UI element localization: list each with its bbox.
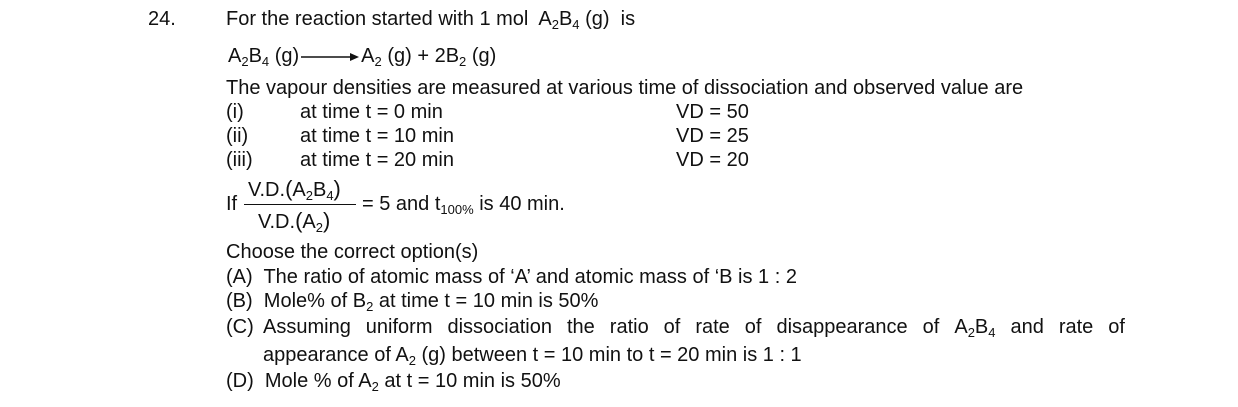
intro-sub-b: 4 — [572, 17, 580, 32]
option-d[interactable] — [226, 369, 561, 393]
option-c-line2 — [263, 343, 802, 367]
option-c-word: disappearance — [776, 316, 908, 338]
intro-text: For the reaction started with 1 mol — [226, 8, 529, 30]
condition-tail — [362, 192, 565, 216]
reactant-b: B — [248, 45, 262, 67]
option-c-word: uniform — [365, 316, 433, 338]
product-b: 2B — [434, 45, 460, 67]
option-text: Mole % of A — [264, 370, 372, 392]
fraction-denominator: $V.D.(A_2)$ — [258, 208, 331, 235]
question-intro — [226, 7, 635, 31]
intro-suffix: is — [620, 8, 636, 30]
intro-sub-a: 2 — [551, 17, 559, 32]
condition-if: If — [226, 193, 238, 215]
denominator-sub: 2 — [315, 220, 323, 235]
row-vd: VD = 50 — [676, 101, 749, 123]
option-label: (C) — [226, 316, 254, 338]
choose-prompt: Choose the correct option(s) — [226, 241, 479, 263]
option-text-post: at t = 10 min is 50% — [384, 370, 561, 392]
option-text-post: at time t = 10 min is 50% — [378, 290, 599, 312]
option-c-line1 — [263, 315, 1125, 339]
option-c-word: of — [663, 316, 681, 338]
fraction-numerator: $V.D.(A_2B_4)$ — [248, 176, 341, 203]
row-label: (iii) — [226, 149, 253, 171]
intro-species-a: A — [538, 8, 552, 30]
row-label: (ii) — [226, 125, 249, 147]
row-vd: VD = 25 — [676, 125, 749, 147]
question-number: 24. — [148, 8, 176, 30]
option-text: Mole% of B — [263, 290, 367, 312]
species-a: A — [954, 316, 968, 338]
row-vd: VD = 20 — [676, 149, 749, 171]
option-text: The ratio of atomic mass of ‘A’ and atomic mass of ‘B is 1 : 2 — [263, 266, 797, 288]
option-c-word: and — [1010, 316, 1044, 338]
condition-t-sub: 100% — [440, 202, 474, 217]
species-sub-a: 2 — [967, 325, 975, 340]
option-label: (A) — [226, 266, 253, 288]
intro-species-b: B — [558, 8, 573, 30]
option-c-word: of — [1108, 316, 1125, 338]
reactant-a: A — [228, 45, 242, 67]
option-sub: 2 — [366, 299, 374, 314]
option-c[interactable] — [226, 315, 254, 339]
condition-equals: = 5 and t — [362, 193, 441, 215]
option-text: appearance of A — [263, 344, 409, 366]
option-c-word: dissociation — [447, 316, 552, 338]
species-sub-b: 4 — [988, 325, 996, 340]
product-a: A — [361, 45, 375, 67]
numerator-prefix: V.D. — [248, 179, 286, 201]
row-label: (i) — [226, 101, 244, 123]
product-a-state: (g) — [387, 45, 412, 67]
denominator-a: A — [302, 211, 316, 233]
product-a-sub: 2 — [374, 54, 382, 69]
reactant-sub-b: 4 — [261, 54, 270, 69]
option-sub: 2 — [408, 353, 416, 368]
reaction-equation — [228, 44, 496, 68]
numerator-b: B — [312, 179, 327, 201]
row-time: at time t = 0 min — [300, 101, 443, 123]
reactant-state: (g) — [274, 45, 300, 67]
option-c-species — [954, 315, 995, 339]
intro-state: (g) — [585, 8, 610, 30]
option-c-word: Assuming — [263, 316, 351, 338]
option-c-word: of — [744, 316, 762, 338]
row-time: at time t = 10 min — [300, 125, 454, 147]
option-text-post: (g) between t = 10 min to t = 20 min is 1 : 1 — [421, 344, 802, 366]
option-sub: 2 — [371, 379, 379, 394]
fraction-bar — [244, 204, 356, 205]
option-label: (B) — [226, 290, 253, 312]
product-b-state: (g) — [471, 45, 497, 67]
option-c-word: of — [922, 316, 940, 338]
option-c-word: rate — [1058, 316, 1094, 338]
vd-fraction — [244, 174, 356, 234]
numerator-sub-a: 2 — [305, 188, 313, 203]
numerator-a: A — [292, 179, 306, 201]
numerator-sub-b: 4 — [326, 188, 334, 203]
row-time: at time t = 20 min — [300, 149, 454, 171]
condition-tail-text: is 40 min. — [479, 193, 565, 215]
reaction-arrow-icon — [301, 52, 359, 62]
species-b: B — [974, 316, 989, 338]
option-c-word: ratio — [609, 316, 649, 338]
product-b-sub: 2 — [459, 54, 467, 69]
option-c-word: rate — [695, 316, 730, 338]
option-c-word: the — [566, 316, 595, 338]
denominator-prefix: V.D. — [258, 211, 296, 233]
option-label: (D) — [226, 370, 254, 392]
statement: The vapour densities are measured at various time of dissociation and observed value are — [226, 77, 1024, 99]
plus-sign: + — [417, 45, 430, 67]
option-a[interactable] — [226, 265, 797, 289]
reactant-sub-a: 2 — [241, 54, 249, 69]
option-b[interactable] — [226, 289, 598, 313]
